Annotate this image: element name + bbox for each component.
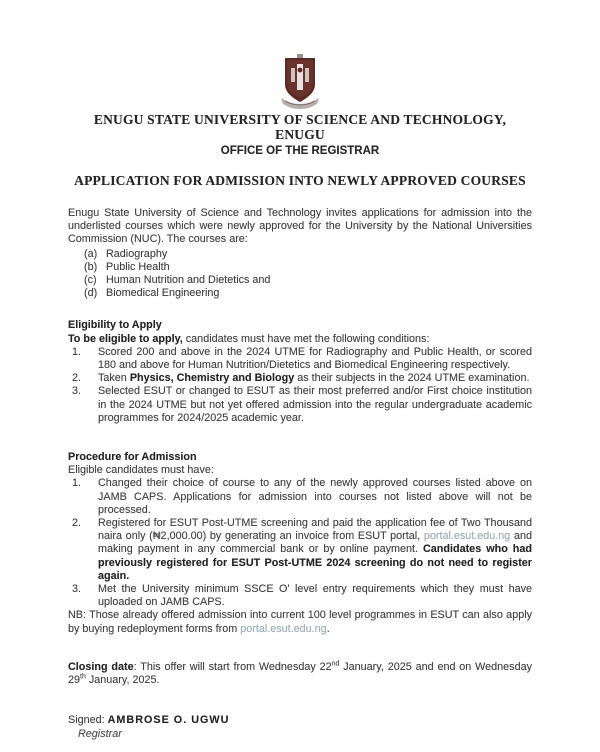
course-name: Human Nutrition and Dietetics and (106, 274, 271, 287)
eligibility-item-1 (68, 346, 532, 372)
nb-note (68, 609, 532, 635)
item-text (98, 517, 532, 583)
eligibility-heading: Eligibility to Apply (68, 319, 162, 332)
nb-text-post: . (326, 622, 330, 635)
closing-part1: : This offer will start from Wednesday 22 (133, 660, 332, 673)
signed-label: Signed: (68, 714, 105, 727)
item-text-pre: Registered for ESUT Post-UTME screening and paid the application fee of Two Thousand naira only (₦2,000.00) by generating an invoice from ESUT portal, (98, 517, 532, 543)
course-name: Public Health (106, 260, 170, 273)
university-name: ENUGU STATE UNIVERSITY OF SCIENCE AND TECHNOLOGY, ENUGU (93, 112, 507, 142)
intro-paragraph: Enugu State University of Science and Technology invites applications for admission into the underlisted courses which were newly approved for the University by the National Universities Commission (NUC). The courses are: (68, 207, 532, 246)
course-label: (c) (84, 274, 97, 287)
course-item-biomedical-engineering (84, 287, 532, 300)
item-text-post: as their subjects in the 2024 UTME examination. (294, 372, 530, 385)
item-text-pre: Taken (98, 372, 130, 385)
eligibility-lead-bold: To be eligible to apply, (68, 332, 183, 345)
ordinal-suffix: th (80, 673, 86, 681)
document-title: APPLICATION FOR ADMISSION INTO NEWLY APPROVED COURSES (74, 173, 526, 188)
ordinal-suffix: nd (331, 660, 340, 668)
signature-block (68, 714, 532, 741)
eligibility-lead-rest: candidates must have met the following conditions: (182, 332, 430, 345)
course-label: (a) (84, 247, 98, 260)
procedure-heading: Procedure for Admission (68, 451, 197, 464)
eligibility-lead (68, 333, 532, 346)
procedure-item-1 (68, 477, 532, 517)
closing-part3: January, 2025. (85, 674, 160, 687)
course-label: (b) (84, 260, 98, 273)
item-number: 1. (72, 345, 82, 358)
nb-text-pre: NB: Those already offered admission into current 100 level programmes in ESUT can also apply by buying redeployment forms from (68, 609, 532, 635)
item-text (98, 372, 532, 385)
item-number: 3. (72, 385, 82, 398)
office-name: OFFICE OF THE REGISTRAR (220, 145, 380, 157)
item-text: Met the University minimum SSCE O' level entry requirements which they must have uploaded on JAMB CAPS. (98, 583, 532, 609)
signature-line (68, 714, 532, 728)
item-number: 2. (72, 517, 82, 530)
item-text-bold: Candidates who had previously registered for ESUT Post-UTME 2024 screening do not need to register again. (98, 543, 533, 582)
item-number: 2. (72, 372, 82, 385)
procedure-item-2 (68, 517, 532, 583)
item-text-bold: Physics, Chemistry and Biology (129, 372, 295, 385)
procedure-lead: Eligible candidates must have: (68, 464, 214, 477)
crest-container (68, 54, 532, 110)
course-item-human-nutrition (84, 274, 532, 287)
closing-date-label: Closing date (68, 660, 134, 673)
closing-part2: January, 2025 and end on Wednesday 29 (68, 660, 532, 687)
course-list (84, 248, 532, 301)
course-label: (d) (84, 287, 98, 300)
item-number: 1. (72, 477, 82, 490)
item-text-mid: and making payment in any commercial bank or by online payment. (98, 530, 533, 556)
course-item-radiography (84, 248, 532, 261)
eligibility-item-2 (68, 372, 532, 385)
university-crest-icon (277, 54, 323, 110)
portal-link[interactable]: portal.esut.edu.ng (423, 530, 511, 543)
item-text: Scored 200 and above in the 2024 UTME for Radiography and Public Health, or scored 180 and above for Human Nutrition/Dietetics and Biomedical Engineering respectively. (98, 345, 532, 372)
procedure-item-3 (68, 583, 532, 609)
registrar-title: Registrar (78, 727, 122, 740)
item-number: 3. (72, 583, 82, 596)
closing-date-line (68, 661, 532, 687)
registrar-name: AMBROSE O. UGWU (107, 714, 230, 727)
portal-link[interactable]: portal.esut.edu.ng (240, 622, 327, 635)
course-item-public-health (84, 261, 532, 274)
item-text: Changed their choice of course to any of the newly approved courses listed above on JAMB CAPS. Applications for admission into courses not listed above will not be processed. (98, 477, 532, 516)
eligibility-item-3 (68, 385, 532, 425)
course-name: Radiography (106, 247, 168, 260)
item-text: Selected ESUT or changed to ESUT as their most preferred and/or First choice institution in the 2024 UTME but not yet offered admission into the regular undergraduate academic programmes for 2024/2025 academic year. (98, 385, 532, 424)
course-name: Biomedical Engineering (106, 287, 220, 300)
